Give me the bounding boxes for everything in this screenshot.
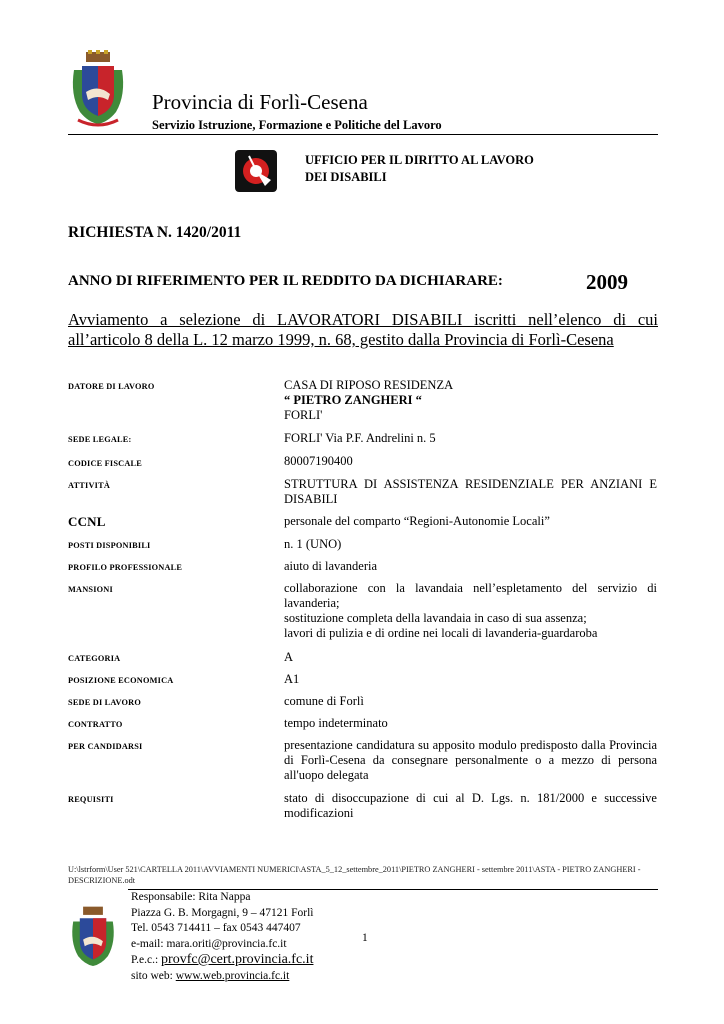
duties-line-2: sostituzione completa della lavandaia in caso di sua assenza;: [284, 611, 587, 625]
office-name: [305, 152, 534, 186]
description-line-2: all’articolo 8 della L. 12 marzo 1999, n. 68, gestito dalla Provincia di Forlì-Cesena: [68, 330, 614, 349]
header-divider: [68, 134, 658, 135]
reference-year-label: ANNO DI RIFERIMENTO PER IL REDDITO DA DICHIARARE:: [68, 273, 503, 289]
employer-line-1: CASA DI RIPOSO RESIDENZA: [284, 378, 454, 392]
how-to-apply-value: presentazione candidatura su apposito modulo predisposto dalla Provincia di Forlì-Cesena da consegnare personalmente o a mezzo di persona all'uopo delegata: [284, 738, 657, 782]
available-posts-value: n. 1 (UNO): [284, 537, 342, 551]
pec-link[interactable]: provfc@cert.provincia.fc.it: [161, 952, 314, 967]
available-posts-label: POSTI DISPONIBILI: [68, 541, 151, 550]
pec-label: P.e.c.:: [131, 954, 162, 966]
office-disability-logo: [235, 150, 277, 192]
description-line-1: Avviamento a selezione di LAVORATORI DISABILI iscritti nell’elenco di cui: [68, 310, 658, 329]
footer-phone: Tel. 0543 714411 – fax 0543 447407: [131, 922, 301, 934]
workplace-value: comune di Forlì: [284, 694, 364, 708]
page-title: Provincia di Forlì-Cesena: [152, 90, 368, 114]
workplace-label: SEDE DI LAVORO: [68, 698, 142, 707]
category-value: A: [284, 650, 294, 664]
duties-label: MANSIONI: [68, 585, 113, 594]
footer-pec: [131, 952, 314, 969]
legal-seat-label: SEDE LEGALE:: [68, 435, 132, 444]
tax-code-label: CODICE FISCALE: [68, 459, 143, 468]
job-profile-value: aiuto di lavanderia: [284, 559, 378, 573]
selection-description: [68, 310, 658, 350]
website-link[interactable]: www.web.provincia.fc.it: [175, 969, 290, 982]
office-line-1: UFFICIO PER IL DIRITTO AL LAVORO: [305, 153, 534, 167]
page-number: 1: [362, 932, 368, 944]
job-profile-label: PROFILO PROFESSIONALE: [68, 563, 183, 572]
request-number: RICHIESTA N. 1420/2011: [68, 224, 242, 241]
footer-crest-logo: [68, 905, 118, 971]
reference-year: 2009: [586, 270, 628, 294]
activity-label: ATTIVITÀ: [68, 481, 111, 490]
employer-line-3: FORLI': [284, 408, 323, 422]
footer-address: Piazza G. B. Morgagni, 9 – 47121 Forlì: [131, 906, 314, 919]
tax-code-value: 80007190400: [284, 454, 353, 468]
requirements-value: stato di disoccupazione di cui al D. Lgs. n. 181/2000 e successive modificazioni: [284, 791, 657, 820]
ccnl-label: CCNL: [68, 514, 106, 529]
legal-seat-value: FORLI' Via P.F. Andrelini n. 5: [284, 431, 436, 445]
how-to-apply-label: PER CANDIDARSI: [68, 742, 143, 751]
employer-label: DATORE DI LAVORO: [68, 382, 155, 391]
page-subtitle: Servizio Istruzione, Formazione e Politiche del Lavoro: [152, 118, 442, 132]
footer-manager: Responsabile: Rita Nappa: [131, 891, 251, 903]
contract-label: CONTRATTO: [68, 720, 123, 729]
footer-email: e-mail: mara.oriti@provincia.fc.it: [131, 937, 287, 950]
duties-line-3: lavori di pulizia e di ordine nei locali di lavanderia-guardaroba: [284, 626, 598, 640]
duties-line-1: collaborazione con la lavandaia nell’espletamento del servizio di lavanderia;: [284, 581, 657, 610]
activity-value: STRUTTURA DI ASSISTENZA RESIDENZIALE PER ANZIANI E DISABILI: [284, 477, 657, 506]
economic-position-value: A1: [284, 672, 300, 686]
duties-value: [284, 581, 657, 641]
office-line-2: DEI DISABILI: [305, 170, 387, 184]
employer-value: [284, 378, 657, 423]
category-label: CATEGORIA: [68, 654, 121, 663]
footer-website: [131, 969, 314, 985]
footer-contacts: [131, 890, 314, 984]
website-label: sito web:: [131, 969, 176, 982]
employer-line-2: “ PIETRO ZANGHERI “: [284, 393, 422, 407]
economic-position-label: POSIZIONE ECONOMICA: [68, 676, 174, 685]
province-crest-logo: [68, 50, 128, 130]
file-path: U:\lstrform\User 521\CARTELLA 2011\AVVIAMENTI NUMERICI\ASTA_5_12_settembre_2011\PIETRO ZANGHERI - settembre 2011\ASTA - PIETRO ZANGHERI - DESCRIZIONE.odt: [68, 865, 641, 885]
requirements-label: REQUISITI: [68, 795, 114, 804]
ccnl-value: personale del comparto “Regioni-Autonomie Locali”: [284, 514, 550, 528]
contract-value: tempo indeterminato: [284, 716, 388, 730]
